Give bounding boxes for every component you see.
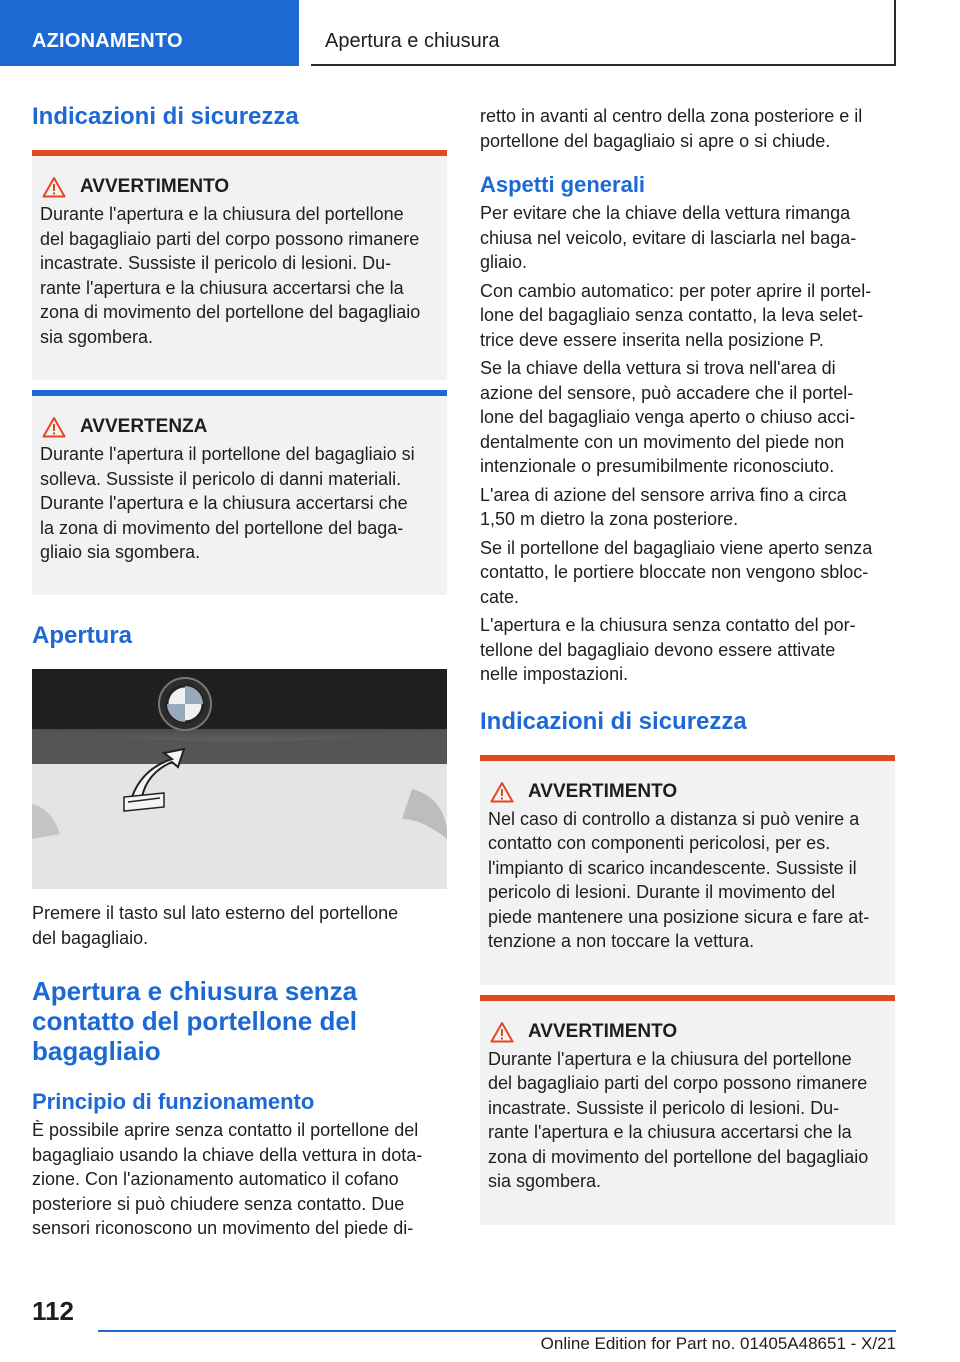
warning-header-1 (40, 174, 439, 200)
warning-text-2: Nel caso di controllo a distanza si può venire a contatto con componenti pericolosi, per es. l'impianto di scarico incandescente. Sussiste il pericolo di lesioni. Durante il movimento del piede mantenere una posizione sicura e fare at- tenzione a non toccare la vettura. (488, 808, 870, 951)
edition-note: Online Edition for Part no. 01405A48651 - X/21 (540, 1334, 896, 1353)
warning-triangle-icon (42, 416, 66, 438)
heading-opening: Apertura (32, 622, 133, 649)
general-para-3: Se la chiave della vettura si trova nell'area di azione del sensore, può accadere che il portel- lone del bagagliaio venga aperto o chiuso acci- dentalmente con un movimento del piede non intenzionale o presumibilmente riconosciuto. (480, 358, 856, 476)
general-para-6: L'apertura e la chiusura senza contatto del por- tellone del bagagliaio devono essere attivate nelle impostazioni. (480, 615, 856, 684)
heading-principle: Principio di funzionamento (32, 1089, 315, 1114)
page-header (0, 0, 960, 66)
heading-general: Aspetti generali (480, 172, 646, 197)
general-para-2: Con cambio automatico: per poter aprire il portel- lone del bagagliaio senza contatto, la leva selet- trice deve essere inserita nella posizione P. (480, 280, 872, 350)
notice-text-1: Durante l'apertura il portellone del bagagliaio si solleva. Sussiste il pericolo di danni materiali. Durante l'apertura e la chiusura accertarsi che la zona di movimento del portellone del baga- gliaio sia sgombera. (40, 444, 415, 562)
image-caption: Premere il tasto sul lato esterno del portellone del bagagliaio. (32, 903, 399, 948)
warning-triangle-icon (490, 781, 514, 803)
section-tab[interactable]: AZIONAMENTO (0, 0, 299, 66)
warning-header-2 (488, 779, 887, 805)
right-column (480, 104, 895, 1225)
principle-text: È possibile aprire senza contatto il portellone del bagagliaio usando la chiave della vettura in dota- zione. Con l'azionamento automatico il cofano posteriore si può chiudere senza contatto. Due sensori riconoscono un movimento del piede di- (32, 1120, 423, 1238)
warning-box-3 (480, 995, 895, 1225)
warning-triangle-icon (490, 1021, 514, 1043)
footer-divider (98, 1330, 896, 1332)
warning-title-1: AVVERTIMENTO (80, 176, 230, 197)
general-para-1: Per evitare che la chiave della vettura rimanga chiusa nel veicolo, evitare di lasciarla nel baga- gliaio. (480, 203, 857, 272)
general-para-5: Se il portellone del bagagliaio viene aperto senza contatto, le portiere bloccate non vengono sbloc- cate. (480, 537, 873, 607)
notice-header-1 (40, 414, 439, 440)
chapter-title: Apertura e chiusura (311, 0, 896, 66)
notice-title-1: AVVERTENZA (80, 416, 208, 437)
warning-header-3 (488, 1019, 887, 1045)
warning-text-3: Durante l'apertura e la chiusura del portellone del bagagliaio parti del corpo possono rimanere incastrate. Sussiste il pericolo di lesioni. Du- rante l'apertura e la chiusura accertarsi che la zona di movimento del portellone del bagagliaio sia sgombera. (488, 1048, 869, 1191)
warning-text-1: Durante l'apertura e la chiusura del portellone del bagagliaio parti del corpo possono rimanere incastrate. Sussiste il pericolo di lesioni. Du- rante l'apertura e la chiusura accertarsi che la zona di movimento del portellone del bagagliaio sia sgombera. (40, 204, 421, 347)
warning-triangle-icon (42, 176, 66, 198)
warning-title-2: AVVERTIMENTO (528, 780, 678, 802)
warning-title-3: AVVERTIMENTO (528, 1020, 678, 1042)
general-para-4: L'area di azione del sensore arriva fino a circa 1,50 m dietro la zona posteriore. (480, 484, 847, 529)
notice-box-1 (32, 390, 447, 595)
heading-contactless: Apertura e chiusura senza contatto del portellone del bagagliaio (32, 976, 358, 1066)
warning-box-1 (32, 150, 447, 380)
continued-text: retto in avanti al centro della zona posteriore e il portellone del bagagliaio si apre o si chiude. (480, 106, 863, 151)
page-footer (0, 1290, 960, 1362)
heading-safety-right: Indicazioni di sicurezza (480, 707, 747, 735)
warning-box-2 (480, 755, 895, 985)
page-number: 112 (32, 1296, 74, 1326)
left-column (32, 96, 447, 1241)
tailgate-button-image (32, 669, 447, 889)
tailgate-illustration (32, 669, 447, 889)
heading-safety-left: Indicazioni di sicurezza (32, 103, 299, 130)
